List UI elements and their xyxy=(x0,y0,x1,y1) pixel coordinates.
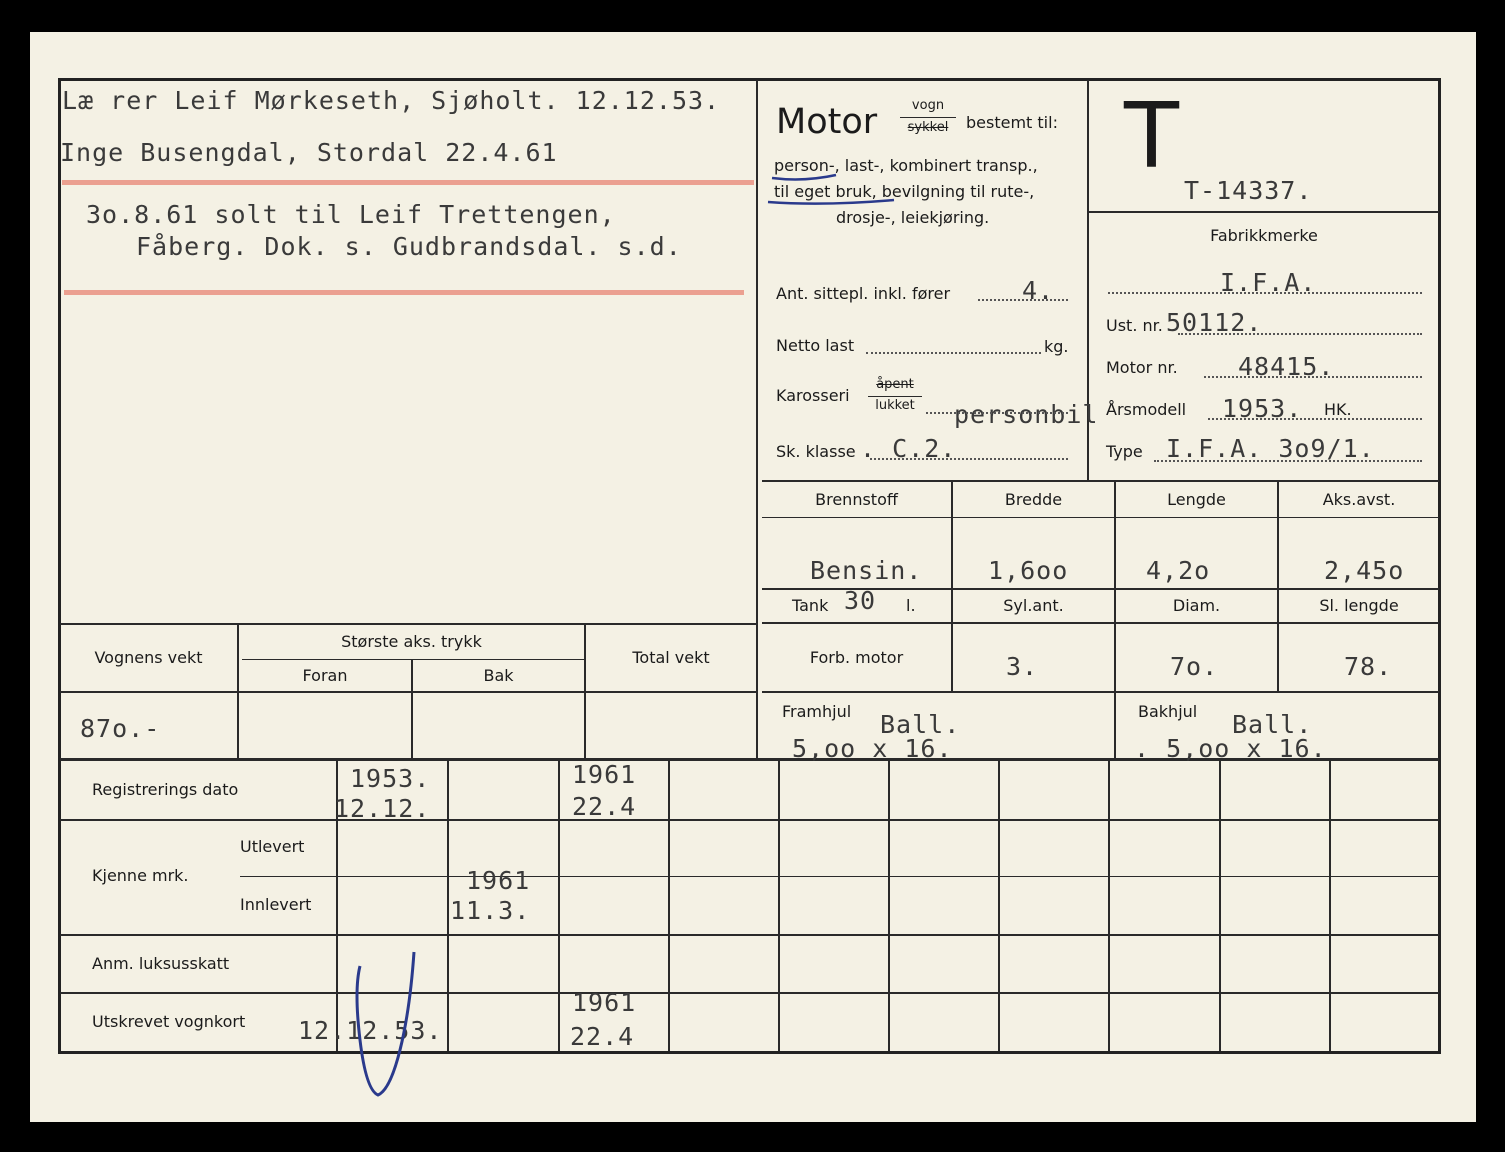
specs-mid3 xyxy=(762,691,1439,693)
strike-line-1 xyxy=(62,180,754,185)
specs-col2 xyxy=(1114,482,1116,758)
motor-frac-top: vogn xyxy=(911,98,945,113)
netto-dots xyxy=(866,352,1041,354)
regdato-value-1b: 12.12. xyxy=(334,794,431,823)
sl-label: Sl. lengde xyxy=(1319,596,1399,615)
history-line-2: Inge Busengdal, Stordal 22.4.61 xyxy=(60,138,558,167)
skklasse-value: . C.2. xyxy=(860,434,957,463)
bakhjul-value-1: Ball. xyxy=(1232,710,1313,739)
regdato-value-2a: 1961 xyxy=(572,760,637,789)
bottom-col5 xyxy=(778,760,780,1051)
motor-line-1: person-, last-, kombinert transp., xyxy=(774,156,1038,175)
bottom-col10 xyxy=(1329,760,1331,1051)
skklasse-label: Sk. klasse xyxy=(776,442,856,461)
hk-label: HK. xyxy=(1324,400,1352,419)
type-value: I.F.A. 3o9/1. xyxy=(1166,434,1375,463)
kjenne-label: Kjenne mrk. xyxy=(92,866,189,885)
netto-unit: kg. xyxy=(1044,337,1069,356)
motor-bestemt: bestemt til: xyxy=(966,113,1058,132)
fabrikk-label: Fabrikkmerke xyxy=(1210,226,1318,245)
tank-unit: l. xyxy=(906,596,916,615)
seats-label: Ant. sittepl. inkl. fører xyxy=(776,284,951,303)
storste-label: Største aks. trykk xyxy=(341,632,482,651)
utskrevet-value-2a: 1961 xyxy=(572,988,637,1017)
karosseri-bottom: lukket xyxy=(875,398,915,413)
bottom-col7 xyxy=(998,760,1000,1051)
seats-value: 4. xyxy=(1022,276,1055,305)
tank-value: 30 xyxy=(844,586,877,615)
ust-label: Ust. nr. xyxy=(1106,316,1163,335)
weight-mid xyxy=(60,691,756,693)
bottom-col2 xyxy=(447,760,449,1051)
history-line-4: Fåberg. Dok. s. Gudbrandsdal. s.d. xyxy=(136,232,682,261)
weight-col3 xyxy=(584,625,586,758)
innlevert-label: Innlevert xyxy=(240,895,312,914)
arsmodell-value: 1953. xyxy=(1222,394,1303,423)
sl-value: 78. xyxy=(1344,652,1393,681)
syl-value: 3. xyxy=(1006,652,1039,681)
weight-top xyxy=(60,623,756,625)
diam-label: Diam. xyxy=(1172,596,1221,615)
bottom-col6 xyxy=(888,760,890,1051)
strike-line-2 xyxy=(64,290,744,295)
karosseri-top: åpent xyxy=(876,377,914,392)
motor-nr-label: Motor nr. xyxy=(1106,358,1178,377)
history-line-3: 3o.8.61 solt til Leif Trettengen, xyxy=(86,200,616,229)
spec-brennstoff-value: Bensin. xyxy=(810,556,923,585)
utskrevet-value-2b: 22.4 xyxy=(570,1022,635,1051)
vognens-vekt-value: 87o.- xyxy=(80,714,161,743)
karosseri-bar xyxy=(868,396,922,397)
bottom-row2 xyxy=(60,934,1439,936)
blue-underline-marks xyxy=(764,170,904,210)
forb-label: Forb. motor xyxy=(809,648,904,667)
foran-label: Foran xyxy=(302,666,348,685)
bottom-row-split xyxy=(240,876,1439,877)
netto-label: Netto last xyxy=(776,336,855,355)
regdato-label: Registrerings dato xyxy=(92,780,239,799)
bakhjul-label: Bakhjul xyxy=(1138,702,1198,721)
specs-col3 xyxy=(1277,482,1279,691)
utskrevet-value-1: 12.12.53. xyxy=(298,1016,443,1045)
specs-top xyxy=(762,480,1439,482)
motor-line-3: drosje-, leiekjøring. xyxy=(836,208,990,227)
framhjul-value-1: Ball. xyxy=(880,710,961,739)
specs-head-line xyxy=(762,517,1439,518)
spec-lengde-value: 4,2o xyxy=(1146,556,1211,585)
specs-mid2 xyxy=(762,622,1439,624)
divider-left-main xyxy=(756,80,758,760)
karosseri-dots xyxy=(926,412,1068,414)
karosseri-label: Karosseri xyxy=(776,386,850,405)
vognens-vekt-label: Vognens vekt xyxy=(94,648,203,667)
skklasse-dots xyxy=(870,458,1068,460)
spec-bredde-value: 1,6oo xyxy=(988,556,1069,585)
motor-line-2: til eget bruk, bevilgning til rute-, xyxy=(774,182,1035,201)
tank-label: Tank xyxy=(792,596,829,615)
bottom-col3 xyxy=(558,760,560,1051)
regdato-value-2b: 22.4 xyxy=(572,792,637,821)
innlevert-value-a: 1961 xyxy=(466,866,531,895)
bak-label: Bak xyxy=(483,666,514,685)
reg-number: T-14337. xyxy=(1184,176,1313,205)
bottom-col9 xyxy=(1219,760,1221,1051)
framhjul-value-2: 5,oo x 16. xyxy=(792,734,953,763)
spec-aks-label: Aks.avst. xyxy=(1322,490,1396,509)
history-line-1: Læ rer Leif Mørkeseth, Sjøholt. 12.12.53. xyxy=(62,86,721,115)
check-mark-icon xyxy=(350,950,430,1100)
frac-bar xyxy=(900,117,956,118)
utlevert-label: Utlevert xyxy=(240,837,305,856)
type-label: Type xyxy=(1106,442,1143,461)
arsmodell-label: Årsmodell xyxy=(1106,400,1187,419)
bottom-col8 xyxy=(1108,760,1110,1051)
regdato-value-1a: 1953. xyxy=(350,764,431,793)
motor-nr-value: 48415. xyxy=(1238,352,1335,381)
bottom-row3 xyxy=(60,992,1439,994)
innlevert-value-b: 11.3. xyxy=(450,896,531,925)
weight-sub xyxy=(242,659,584,660)
bottom-row1 xyxy=(60,819,1439,821)
fabrikk-value: I.F.A. xyxy=(1220,268,1317,297)
spec-bredde-label: Bredde xyxy=(1004,490,1063,509)
spec-brennstoff-label: Brennstoff xyxy=(815,490,898,509)
bakhjul-value-2: . 5,oo x 16. xyxy=(1134,734,1327,763)
specs-col1 xyxy=(951,482,953,691)
spec-lengde-label: Lengde xyxy=(1167,490,1226,509)
ust-value: 50112. xyxy=(1166,308,1263,337)
karosseri-value: personbil xyxy=(954,400,1099,429)
framhjul-label: Framhjul xyxy=(782,702,852,721)
diam-value: 7o. xyxy=(1170,652,1219,681)
divider-reg-top xyxy=(1089,211,1439,213)
utskrevet-label: Utskrevet vognkort xyxy=(92,1012,246,1031)
bottom-col4 xyxy=(668,760,670,1051)
spec-aks-value: 2,45o xyxy=(1324,556,1405,585)
syl-label: Syl.ant. xyxy=(1003,596,1064,615)
reg-letter: T xyxy=(1124,84,1179,189)
motor-title: Motor xyxy=(776,102,878,142)
total-vekt-label: Total vekt xyxy=(632,648,710,667)
anm-label: Anm. luksusskatt xyxy=(92,954,230,973)
motor-frac-bottom: sykkel xyxy=(907,120,949,135)
